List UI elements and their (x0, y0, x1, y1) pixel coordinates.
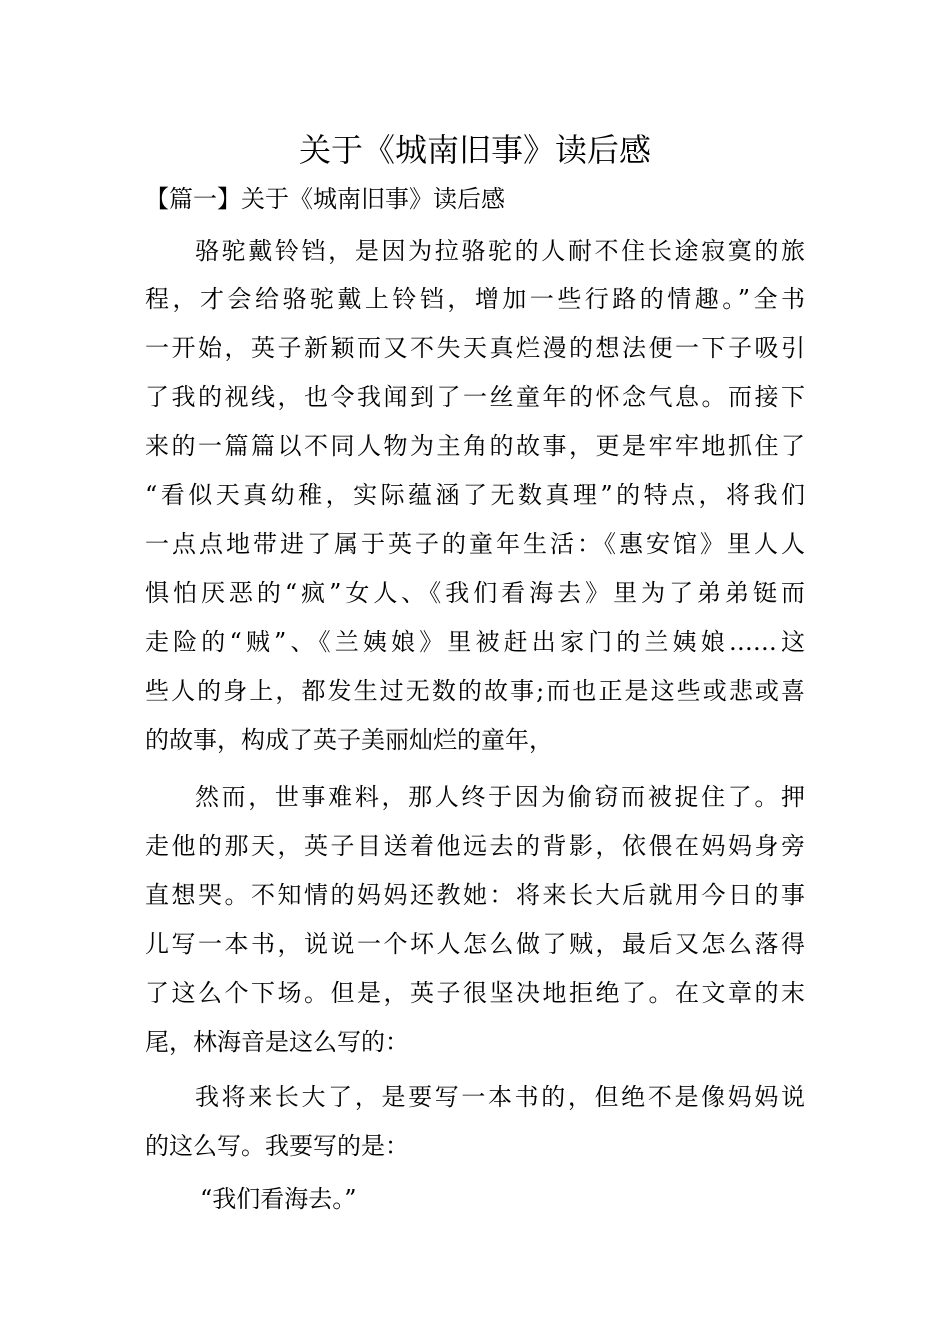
paragraph-1-line-7: 一点点地带进了属于英子的童年生活：《惠安馆》里人人 (145, 530, 805, 558)
paragraph-1-line-8: 惧怕厌恶的“疯”女人、《我们看海去》里为了弟弟铤而 (145, 579, 805, 607)
paragraph-3-line-2: 的这么写。我要写的是： (145, 1132, 409, 1160)
paragraph-1-line-3: 一开始，英子新颖而又不失天真烂漫的想法便一下子吸引 (145, 334, 805, 362)
paragraph-1-line-11: 的故事，构成了英子美丽灿烂的童年， (145, 726, 553, 754)
section-heading: 【篇一】关于《城南旧事》读后感 (145, 185, 505, 213)
paragraph-2-line-6: 尾，林海音是这么写的： (145, 1028, 409, 1056)
paragraph-1-line-6: “看似天真幼稚，实际蕴涵了无数真理”的特点，将我们 (145, 481, 805, 509)
paragraph-1-line-2: 程，才会给骆驼戴上铃铛，增加一些行路的情趣。”全书 (145, 285, 805, 313)
paragraph-1-line-10: 些人的身上，都发生过无数的故事;而也正是这些或悲或喜 (145, 677, 805, 705)
paragraph-2-line-1: 然而，世事难料，那人终于因为偷窃而被捉住了。押 (195, 783, 805, 811)
paragraph-1-line-1: 骆驼戴铃铛，是因为拉骆驼的人耐不住长途寂寞的旅 (195, 237, 805, 265)
paragraph-2-line-4: 儿写一本书，说说一个坏人怎么做了贼，最后又怎么落得 (145, 930, 805, 958)
paragraph-3-line-1: 我将来长大了，是要写一本书的，但绝不是像妈妈说 (195, 1083, 805, 1111)
paragraph-1-line-9: 走险的“贼”、《兰姨娘》里被赶出家门的兰姨娘……这 (145, 628, 805, 656)
paragraph-2-line-5: 了这么个下场。但是，英子很坚决地拒绝了。在文章的末 (145, 979, 805, 1007)
paragraph-1-line-5: 来的一篇篇以不同人物为主角的故事，更是牢牢地抓住了 (145, 432, 805, 460)
document-title: 关于《城南旧事》读后感 (298, 131, 651, 169)
paragraph-2-line-3: 直想哭。不知情的妈妈还教她：将来长大后就用今日的事 (145, 881, 805, 909)
paragraph-2-line-2: 走他的那天，英子目送着他远去的背影，依偎在妈妈身旁 (145, 832, 805, 860)
paragraph-1-line-4: 了我的视线，也令我闻到了一丝童年的怀念气息。而接下 (145, 383, 805, 411)
quote-line: “我们看海去。” (200, 1185, 357, 1213)
